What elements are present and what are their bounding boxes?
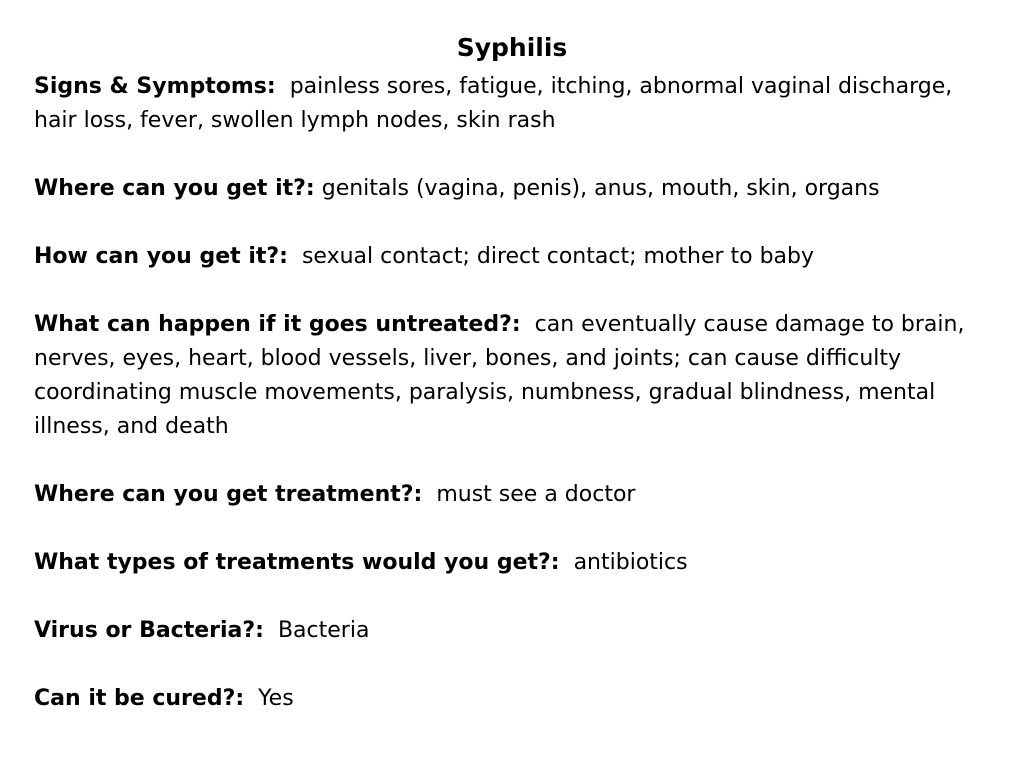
section-label: Virus or Bacteria?: bbox=[34, 618, 264, 643]
section-how-get-it bbox=[34, 240, 994, 274]
section-label: Can it be cured?: bbox=[34, 686, 245, 711]
section-text: antibiotics bbox=[573, 550, 688, 575]
section-text: Bacteria bbox=[277, 618, 370, 643]
section-treatment-location bbox=[34, 478, 994, 512]
section-text: sexual contact; direct contact; mother to baby bbox=[301, 244, 815, 269]
section-label: Where can you get treatment?: bbox=[34, 482, 423, 507]
section-label: How can you get it?: bbox=[34, 244, 288, 269]
section-untreated bbox=[34, 308, 994, 444]
section-label: Signs & Symptoms: bbox=[34, 74, 276, 99]
slide-content bbox=[34, 70, 994, 716]
section-text: can eventually cause damage to brain, nerves, eyes, heart, blood vessels, liver, bones, and joints; can cause difficulty coordinating muscle movements, paralysis, numbness, gradual blindness, mental illness, and death bbox=[34, 312, 965, 439]
section-label: What types of treatments would you get?: bbox=[34, 550, 560, 575]
section-virus-or-bacteria bbox=[34, 614, 994, 648]
section-text: Yes bbox=[258, 686, 294, 711]
section-text: painless sores, fatigue, itching, abnormal vaginal discharge, hair loss, fever, swollen lymph nodes, skin rash bbox=[34, 74, 953, 133]
slide-title: Syphilis bbox=[456, 33, 568, 62]
section-treatment-types bbox=[34, 546, 994, 580]
section-can-be-cured bbox=[34, 682, 994, 716]
section-label: Where can you get it?: bbox=[34, 176, 315, 201]
section-text: genitals (vagina, penis), anus, mouth, skin, organs bbox=[321, 176, 880, 201]
section-text: must see a doctor bbox=[436, 482, 636, 507]
section-where-get-it bbox=[34, 172, 994, 206]
section-label: What can happen if it goes untreated?: bbox=[34, 312, 521, 337]
section-signs-symptoms bbox=[34, 70, 994, 138]
